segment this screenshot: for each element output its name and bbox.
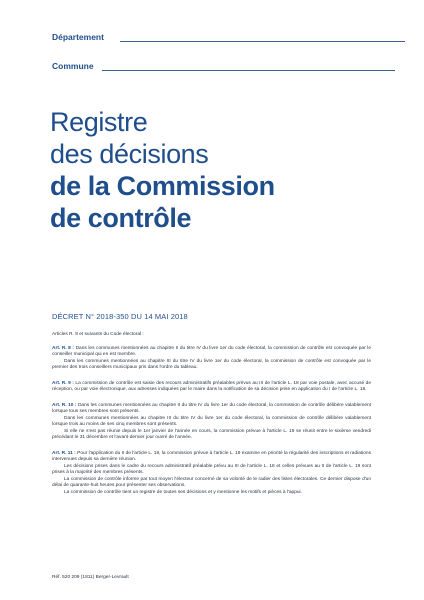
articles-body xyxy=(52,332,371,505)
decree-heading: DÉCRET N° 2018-350 DU 14 MAI 2018 xyxy=(52,312,188,321)
title-line-2: des décisions xyxy=(50,139,209,169)
article-r9 xyxy=(52,381,371,394)
article-r9-label: Art. R. 9 : xyxy=(52,380,74,386)
article-r8-label: Art. R. 8 : xyxy=(52,345,75,351)
title-line-1: Registre xyxy=(50,107,148,137)
footer-reference: Réf. 520 209 (1811) Berger-Levrault xyxy=(52,575,129,580)
article-r11-p4: La commission de contrôle tient un registre de toutes ses décisions et y mentionne les motifs et pièces à l'appui. xyxy=(64,489,302,495)
commune-field xyxy=(52,61,395,71)
article-r8-p2: Dans les communes mentionnées au chapitre III du titre IV du livre 1er du code électoral, la commission de contrôle est convoquée par le premier des trois conseillers municipaux pris dans l'ordre du tableau. xyxy=(52,358,371,370)
intro-text: Articles R. 8 et suivants du Code électoral : xyxy=(52,332,144,337)
article-r8 xyxy=(52,346,371,372)
article-r11 xyxy=(52,451,371,497)
article-r10-p2: Dans les communes mentionnées au chapitre III du titre IV du livre 1er du code électoral, la commission de contrôle délibère valablement lorsque trois au moins de ses cinq membres sont présents. xyxy=(52,415,371,427)
article-r10-p3: Si elle ne s'est pas réunie depuis le 1er janvier de l'année en cours, la commission prévue à l'article L. 19 se réunit entre le sixième vendredi précédant le 31 décembre et l'avant-dernier jour ouvré de l'année. xyxy=(52,428,371,440)
article-r11-p2: Les décisions prises dans le cadre du recours administratif préalable prévu au III de l'article L. 18 et celles prévues au II de l'article L. 19 sont prises à la majorité des membres présents. xyxy=(52,463,371,475)
commune-label: Commune xyxy=(52,61,94,71)
title-line-4: de contrôle xyxy=(50,203,192,233)
article-r11-p3: La commission de contrôle informe par tout moyen l'électeur concerné de sa volonté de le radier des listes électorales. Ce dernier dispose d'un délai de quarante-huit heures pour présenter ses observations. xyxy=(52,476,371,488)
departement-field xyxy=(52,32,405,42)
article-r10-p1: Dans les communes mentionnées au chapitre II du titre IV du livre 1er du code électoral, la commission de contrôle délibère valablement lorsque tous ses membres sont présents. xyxy=(52,402,371,414)
document-title xyxy=(50,106,275,234)
article-r9-p1: La commission de contrôle est saisie des recours administratifs préalables prévus au III de l'article L. 18 par voie postale, avec accusé de réception, ou par voie électronique, aux adresses indiquées par le maire dans la notification de sa décision prise en application du I de l'article L. 18. xyxy=(52,380,371,392)
title-line-3: de la Commission xyxy=(50,171,275,201)
article-r10-label: Art. R. 10 : xyxy=(52,402,77,408)
article-r8-p1: Dans les communes mentionnées au chapitre II du titre IV du livre 1er du code électoral, la commission de contrôle est convoquée par le conseiller municipal qui en est membre. xyxy=(52,345,371,357)
departement-line[interactable] xyxy=(120,40,405,42)
article-r11-p1: Pour l'application du II de l'article L. 19, la commission prévue à l'article L. 19 examine en priorité la régularité des inscriptions et radiations intervenues depuis sa dernière réunion. xyxy=(52,450,371,462)
article-r10 xyxy=(52,403,371,442)
article-r11-label: Art. R. 11 : xyxy=(52,450,76,456)
commune-line[interactable] xyxy=(102,69,395,71)
departement-label: Département xyxy=(52,32,104,42)
